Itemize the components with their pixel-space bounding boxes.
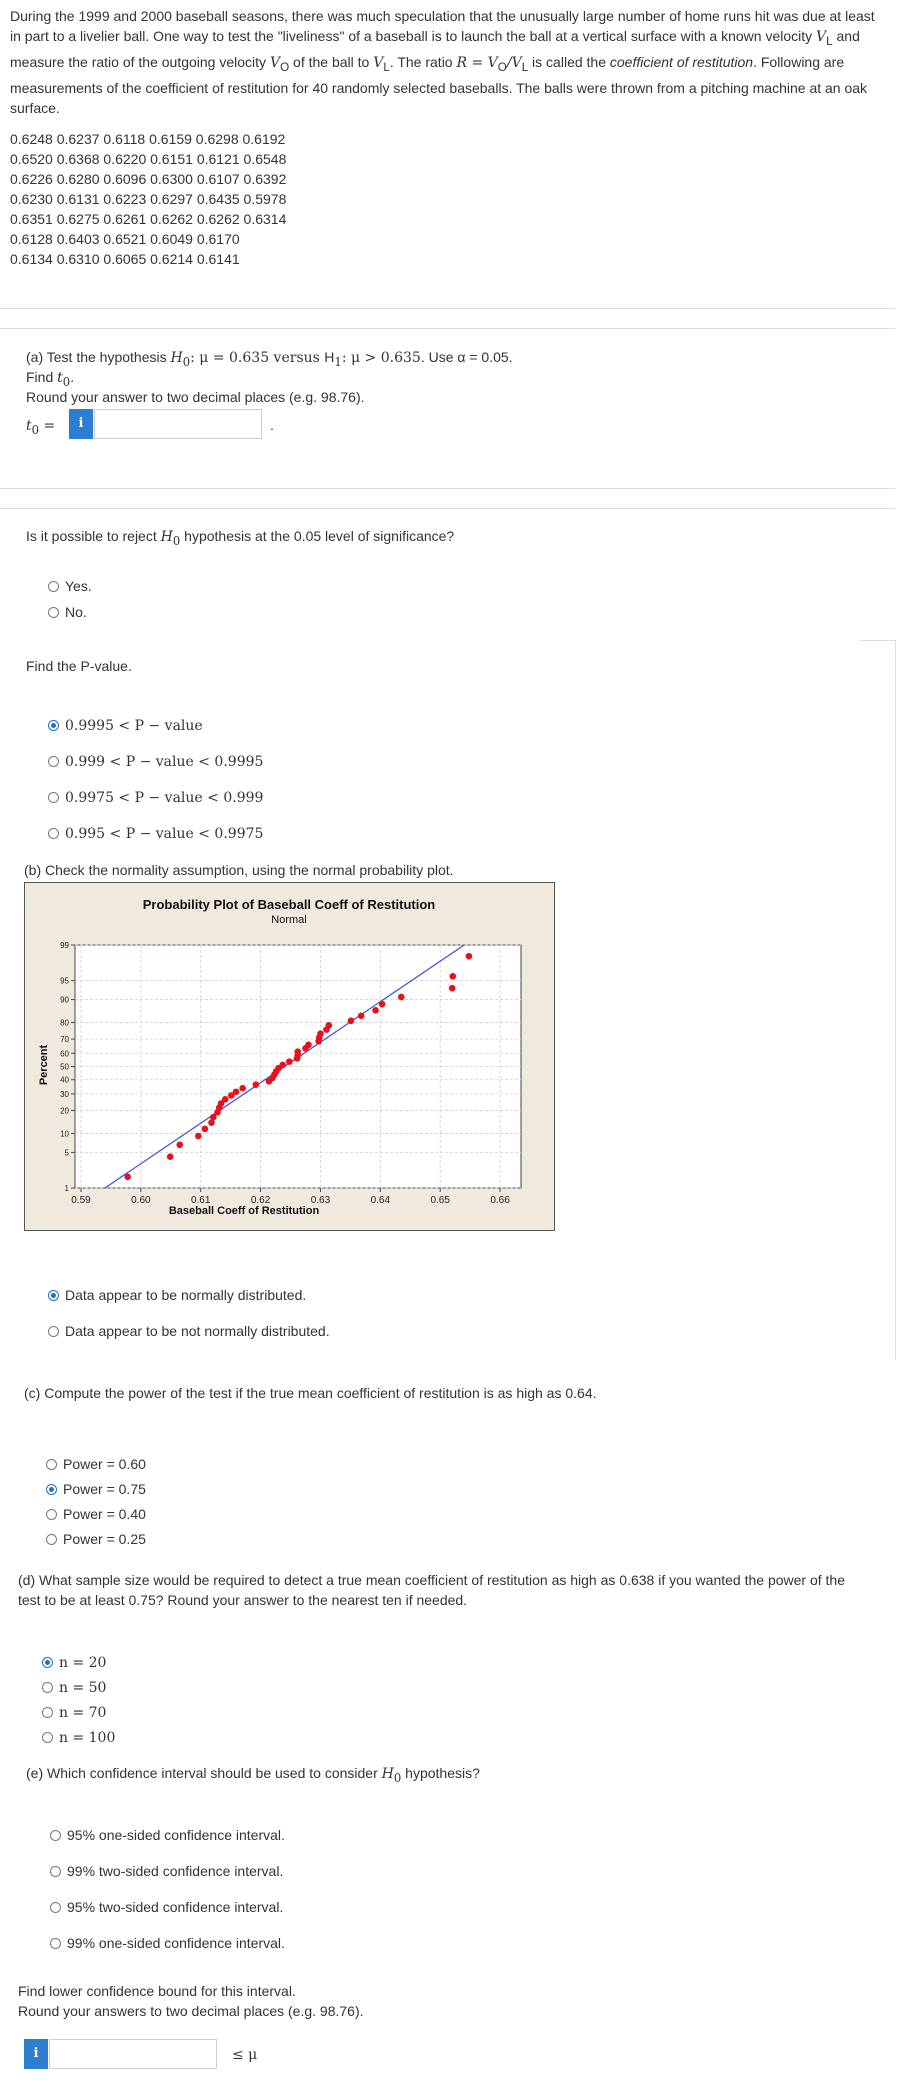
measurement-data: [10, 129, 286, 269]
radio-button[interactable]: [48, 828, 59, 839]
divider: [0, 328, 895, 329]
problem-intro: During the 1999 and 2000 baseball seasons, there was much speculation that the unusually large number of home runs hit was due at least in part to a livelier ball. One way to test the "liveliness" of a baseball is to launch the ball at a vertical surface with a known velocity $V_L$ and measure the ratio of the outgoing velocity $V_O$ of the ball to $V_L$. The ratio $R = V_O/V_L$ is called the coefficient of restitution. Following are measurements of the coefficient of restitution for 40 randomly selected baseballs. The balls were thrown from a pitching machine at an oak surface.: [10, 8, 875, 116]
data-point: [449, 985, 456, 992]
normality-option[interactable]: Data appear to be not normally distributed.: [48, 1322, 330, 1341]
data-point: [239, 1085, 246, 1092]
data-row: 0.6128 0.6403 0.6521 0.6049 0.6170: [10, 231, 240, 247]
data-row: 0.6248 0.6237 0.6118 0.6159 0.6298 0.6192: [10, 131, 286, 147]
data-point: [372, 1007, 379, 1014]
info-icon[interactable]: i: [24, 2039, 48, 2069]
ci-option[interactable]: 99% two-sided confidence interval.: [50, 1862, 283, 1881]
pvalue-label: Find the P-value.: [26, 658, 132, 674]
power-option[interactable]: Power = 0.40: [46, 1505, 146, 1524]
y-tick-label: 50: [60, 1062, 69, 1072]
ci-option[interactable]: 95% two-sided confidence interval.: [50, 1898, 283, 1917]
y-tick-label: 30: [60, 1089, 69, 1099]
radio-button[interactable]: [42, 1707, 53, 1718]
lower-bound-round-note: Round your answers to two decimal places (e.g. 98.76).: [18, 2003, 364, 2019]
data-point: [466, 953, 473, 960]
data-point: [317, 1030, 324, 1037]
probability-plot-svg: [25, 883, 554, 1230]
data-point: [326, 1022, 333, 1029]
part-b-question: (b) Check the normality assumption, using the normal probability plot.: [24, 862, 454, 878]
radio-button[interactable]: [50, 1866, 61, 1877]
data-point: [358, 1013, 365, 1020]
data-point: [279, 1062, 286, 1069]
y-tick-label: 99: [60, 941, 69, 950]
y-axis-label: Percent: [38, 1044, 50, 1086]
radio-button[interactable]: [46, 1509, 57, 1520]
probability-plot: [24, 882, 555, 1231]
radio-button[interactable]: [50, 1902, 61, 1913]
y-tick-label: 10: [60, 1129, 69, 1139]
radio-button[interactable]: [42, 1732, 53, 1743]
radio-button[interactable]: [48, 581, 59, 592]
info-icon[interactable]: i: [69, 409, 93, 439]
reject-question: Is it possible to reject $H_0$ hypothesis at the 0.05 level of significance?: [26, 528, 455, 548]
part-a-round-note: Round your answer to two decimal places (e.g. 98.76).: [26, 389, 365, 405]
radio-button[interactable]: [46, 1459, 57, 1470]
x-axis-ticks: [71, 1188, 510, 1206]
radio-button[interactable]: [48, 1290, 59, 1301]
y-tick-label: 1: [64, 1184, 69, 1193]
data-point: [286, 1058, 293, 1065]
divider: [0, 508, 895, 509]
pvalue-option[interactable]: 0.9995 < P − value: [48, 717, 203, 736]
sample-size-option[interactable]: n = 70: [42, 1704, 106, 1723]
punctuation-period: .: [270, 417, 274, 433]
sample-size-option[interactable]: n = 100: [42, 1729, 115, 1748]
part-d-question: (d) What sample size would be required to detect a true mean coefficient of restitution as high as 0.638 if you wanted the power of the test to be at least 0.75? Round your answer to the nearest ten if needed.: [18, 1572, 845, 1608]
y-tick-label: 5: [64, 1148, 69, 1158]
pvalue-option[interactable]: 0.9975 < P − value < 0.999: [48, 789, 263, 808]
power-option[interactable]: Power = 0.60: [46, 1455, 146, 1474]
radio-button[interactable]: [46, 1484, 57, 1495]
y-axis-ticks: [60, 941, 75, 1193]
lower-bound-label: Find lower confidence bound for this interval.: [18, 1983, 296, 1999]
data-point: [233, 1088, 240, 1095]
data-point: [294, 1048, 301, 1055]
chart-title: Probability Plot of Baseball Coeff of Restitution: [142, 897, 436, 912]
pvalue-option[interactable]: 0.999 < P − value < 0.9995: [48, 753, 263, 772]
data-point: [124, 1174, 131, 1181]
t0-label: $t_0$ =: [26, 418, 56, 437]
power-option[interactable]: Power = 0.25: [46, 1530, 146, 1549]
x-tick-label: 0.64: [370, 1195, 391, 1206]
data-point: [195, 1133, 202, 1140]
y-tick-label: 40: [60, 1075, 69, 1085]
sample-size-option[interactable]: n = 20: [42, 1654, 106, 1673]
power-option[interactable]: Power = 0.75: [46, 1480, 146, 1499]
part-a-find: Find $t_0$.: [26, 369, 75, 389]
x-tick-label: 0.63: [310, 1195, 331, 1206]
sample-size-option[interactable]: n = 50: [42, 1679, 106, 1698]
radio-button[interactable]: [48, 1326, 59, 1337]
divider: [0, 308, 895, 309]
data-point: [449, 973, 456, 980]
x-tick-label: 0.65: [430, 1195, 450, 1206]
part-e-question: (e) Which confidence interval should be used to consider $H_0$ hypothesis?: [26, 1765, 480, 1785]
part-c-question: (c) Compute the power of the test if the true mean coefficient of restitution is as high as 0.64.: [24, 1385, 597, 1401]
lower-bound-input[interactable]: [49, 2039, 217, 2069]
data-point: [167, 1153, 174, 1160]
x-tick-label: 0.62: [250, 1195, 271, 1206]
y-tick-label: 60: [60, 1049, 69, 1059]
radio-button[interactable]: [48, 756, 59, 767]
reject-option-yes[interactable]: Yes.: [48, 577, 92, 596]
x-tick-label: 0.61: [190, 1195, 211, 1206]
data-point: [252, 1081, 259, 1088]
y-tick-label: 80: [60, 1018, 69, 1028]
ci-option[interactable]: 99% one-sided confidence interval.: [50, 1934, 285, 1953]
x-tick-label: 0.60: [131, 1195, 151, 1206]
x-axis-label: Baseball Coeff of Restitution: [168, 1205, 320, 1217]
radio-button[interactable]: [46, 1534, 57, 1545]
radio-button[interactable]: [48, 792, 59, 803]
y-tick-label: 70: [60, 1035, 69, 1045]
data-point: [379, 1001, 386, 1008]
x-tick-label: 0.59: [71, 1195, 91, 1206]
leq-mu-symbol: ≤ μ: [232, 2047, 258, 2063]
t0-input[interactable]: [94, 409, 262, 439]
chart-subtitle: Normal: [271, 914, 307, 926]
radio-button[interactable]: [48, 607, 59, 618]
normality-option[interactable]: Data appear to be normally distributed.: [48, 1286, 306, 1305]
y-tick-label: 95: [60, 976, 69, 986]
data-row: 0.6520 0.6368 0.6220 0.6151 0.6121 0.6548: [10, 151, 287, 167]
part-a-question: (a) Test the hypothesis $H_0$: μ = 0.635 versus $H_1$: μ > 0.635. Use α = 0.05.: [26, 349, 513, 369]
pvalue-option[interactable]: 0.995 < P − value < 0.9975: [48, 825, 263, 844]
divider: [860, 640, 896, 641]
data-point: [202, 1126, 209, 1133]
data-row: 0.6230 0.6131 0.6223 0.6297 0.6435 0.5978: [10, 191, 287, 207]
data-row: 0.6134 0.6310 0.6065 0.6214 0.6141: [10, 251, 240, 267]
data-point: [398, 994, 405, 1001]
data-row: 0.6226 0.6280 0.6096 0.6300 0.6107 0.6392: [10, 171, 287, 187]
ci-option[interactable]: 95% one-sided confidence interval.: [50, 1826, 285, 1845]
reject-option-no[interactable]: No.: [48, 603, 87, 622]
data-point: [222, 1096, 229, 1103]
data-point: [305, 1042, 312, 1049]
radio-button[interactable]: [42, 1657, 53, 1668]
data-row: 0.6351 0.6275 0.6261 0.6262 0.6262 0.6314: [10, 211, 287, 227]
y-tick-label: 20: [60, 1106, 69, 1116]
radio-button[interactable]: [50, 1830, 61, 1841]
radio-button[interactable]: [50, 1938, 61, 1949]
data-point: [176, 1142, 183, 1149]
data-point: [348, 1017, 355, 1024]
radio-button[interactable]: [42, 1682, 53, 1693]
x-tick-label: 0.66: [490, 1195, 510, 1206]
divider: [0, 488, 895, 489]
y-tick-label: 90: [60, 995, 69, 1005]
radio-button[interactable]: [48, 720, 59, 731]
